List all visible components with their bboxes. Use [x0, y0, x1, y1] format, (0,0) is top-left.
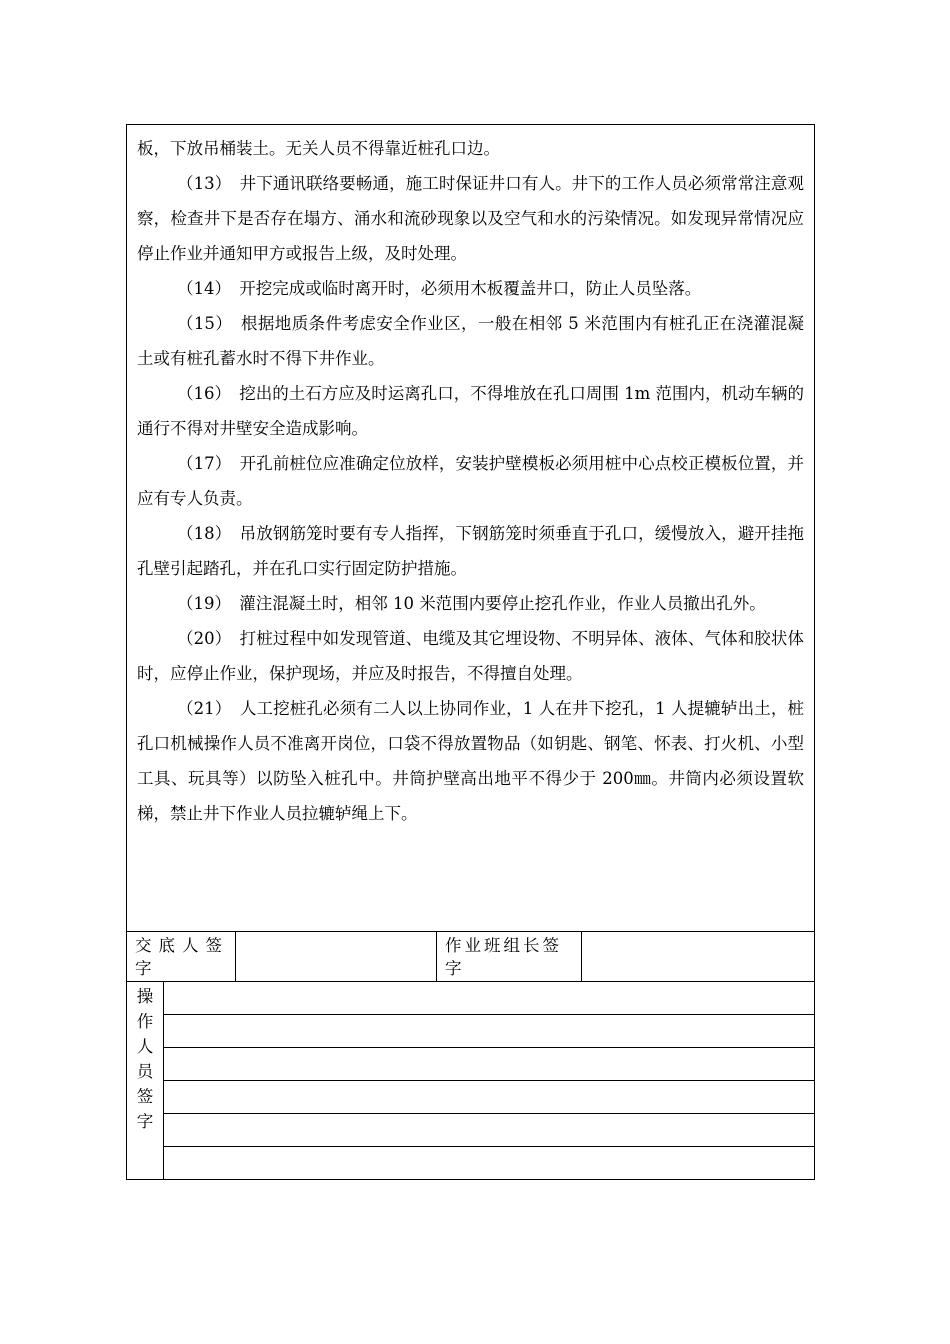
operators-label-char: 人: [136, 1037, 154, 1056]
operator-signature-line[interactable]: [164, 982, 814, 1015]
operators-label: [127, 982, 164, 1179]
operators-label-char: 操: [136, 987, 154, 1006]
briefer-signature-field[interactable]: [236, 932, 437, 981]
operators-label-char: 员: [136, 1062, 154, 1081]
operator-signature-line[interactable]: [164, 1048, 814, 1081]
disclosure-form: [126, 124, 815, 1180]
rule-paragraph: （21） 人工挖桩孔必须有二人以上协同作业，1 人在井下挖孔，1 人提辘轳出土，桩孔口机械操作人员不准离开岗位，口袋不得放置物品（如钥匙、钢笔、怀表、打火机、小型工具、玩具等）以防坠入桩孔中。井筒护壁高出地平不得少于 200㎜。井筒内必须设置软梯，禁止井下作业人员拉辘轳绳上下。: [137, 699, 804, 823]
rule-paragraph: （19） 灌注混凝土时，相邻 10 米范围内要停止挖孔作业，作业人员撤出孔外。: [177, 594, 766, 613]
briefer-label: 交底人签字: [127, 932, 236, 981]
operator-signature-line[interactable]: [164, 1147, 814, 1179]
operators-signature-section: [127, 981, 814, 1179]
rule-paragraph: （17） 开孔前桩位应准确定位放样，安装护壁模板必须用桩中心点校正模板位置，并应有专人负责。: [137, 454, 804, 508]
rule-paragraph: 板，下放吊桶装土。无关人员不得靠近桩孔口边。: [137, 139, 500, 158]
rule-paragraph: （16） 挖出的土石方应及时运离孔口，不得堆放在孔口周围 1m 范围内，机动车辆的通行不得对井壁安全造成影响。: [137, 384, 804, 438]
signature-row: [127, 931, 814, 981]
rule-paragraph: （13） 井下通讯联络要畅通，施工时保证井口有人。井下的工作人员必须常常注意观察，检查井下是否存在塌方、涌水和流砂现象以及空气和水的污染情况。如发现异常情况应停止作业并通知甲方或报告上级，及时处理。: [137, 174, 804, 263]
safety-rules-text: [127, 125, 814, 931]
operators-label-char: 签: [136, 1087, 154, 1106]
team-leader-label: 作业班组长签字: [437, 932, 582, 981]
operator-signature-line[interactable]: [164, 1015, 814, 1048]
rule-paragraph: （20） 打桩过程中如发现管道、电缆及其它埋设物、不明异体、液体、气体和胶状体时，应停止作业，保护现场，并应及时报告，不得擅自处理。: [137, 629, 804, 683]
operator-signature-line[interactable]: [164, 1114, 814, 1147]
team-leader-signature-field[interactable]: [582, 932, 814, 981]
operators-label-char: 作: [136, 1012, 154, 1031]
operator-signature-line[interactable]: [164, 1081, 814, 1114]
operators-label-char: 字: [136, 1112, 154, 1131]
rule-paragraph: （18） 吊放钢筋笼时要有专人指挥，下钢筋笼时须垂直于孔口，缓慢放入，避开挂拖孔壁引起踏孔，并在孔口实行固定防护措施。: [137, 524, 804, 578]
rule-paragraph: （14） 开挖完成或临时离开时，必须用木板覆盖井口，防止人员坠落。: [177, 279, 702, 298]
rule-paragraph: （15） 根据地质条件考虑安全作业区，一般在相邻 5 米范围内有桩孔正在浇灌混凝土或有桩孔蓄水时不得下井作业。: [137, 314, 804, 368]
operators-signature-lines: [164, 982, 814, 1179]
